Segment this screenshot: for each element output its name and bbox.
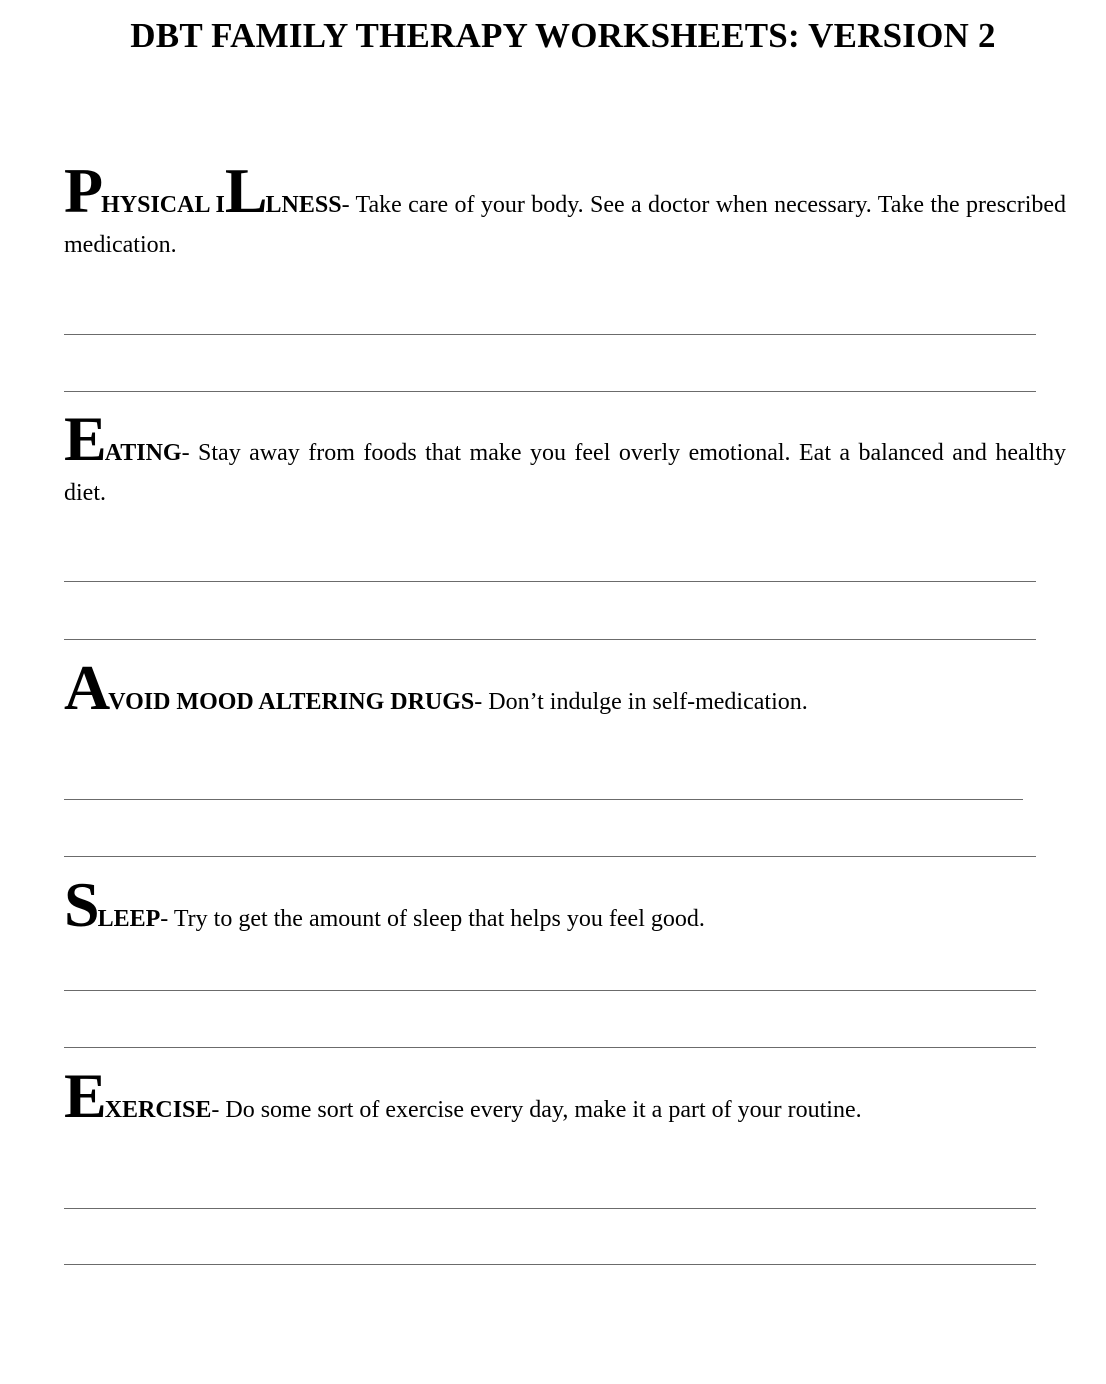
section-exercise — [64, 1060, 1066, 1131]
section-sleep-text — [64, 869, 1066, 940]
answer-line[interactable] — [64, 799, 1023, 800]
drop-letter: E — [64, 1060, 105, 1131]
drop-letter: S — [64, 869, 98, 940]
answer-line[interactable] — [64, 334, 1036, 335]
answer-line[interactable] — [64, 1208, 1036, 1209]
drop-letter: P — [64, 155, 102, 226]
section-eating-text — [64, 403, 1066, 513]
section-avoid-drugs-text — [64, 652, 1066, 723]
heading-caps: LNESS — [265, 192, 342, 218]
section-physical-illness-text — [64, 155, 1067, 265]
answer-line[interactable] — [64, 990, 1036, 991]
answer-line[interactable] — [64, 581, 1036, 582]
answer-line[interactable] — [64, 856, 1036, 857]
heading-caps: XERCISE — [104, 1097, 212, 1123]
section-avoid-drugs — [64, 652, 1066, 723]
description: - Take care of your body. See a doctor when necessary. Take the prescribed medication. — [64, 192, 1067, 258]
description: - Do some sort of exercise every day, make it a part of your routine. — [211, 1097, 862, 1123]
answer-line[interactable] — [64, 1264, 1036, 1265]
heading-caps: HYSICAL I — [101, 192, 225, 218]
description: - Stay away from foods that make you feel overly emotional. Eat a balanced and healthy diet. — [64, 440, 1066, 506]
drop-letter: L — [224, 155, 266, 226]
heading-caps: LEEP — [97, 906, 161, 932]
heading-caps: ATING — [104, 440, 182, 466]
drop-letter: A — [64, 652, 109, 723]
section-physical-illness — [64, 155, 1067, 265]
section-sleep — [64, 869, 1066, 940]
answer-line[interactable] — [64, 639, 1036, 640]
drop-letter: E — [64, 403, 105, 474]
page-title: DBT FAMILY THERAPY WORKSHEETS: VERSION 2 — [130, 16, 996, 55]
section-eating — [64, 403, 1066, 513]
answer-line[interactable] — [64, 391, 1036, 392]
heading-caps: VOID MOOD ALTERING DRUGS — [108, 689, 475, 715]
description: - Don’t indulge in self-medication. — [474, 689, 808, 715]
description: - Try to get the amount of sleep that helps you feel good. — [160, 906, 705, 932]
answer-line[interactable] — [64, 1047, 1036, 1048]
section-exercise-text — [64, 1060, 1066, 1131]
